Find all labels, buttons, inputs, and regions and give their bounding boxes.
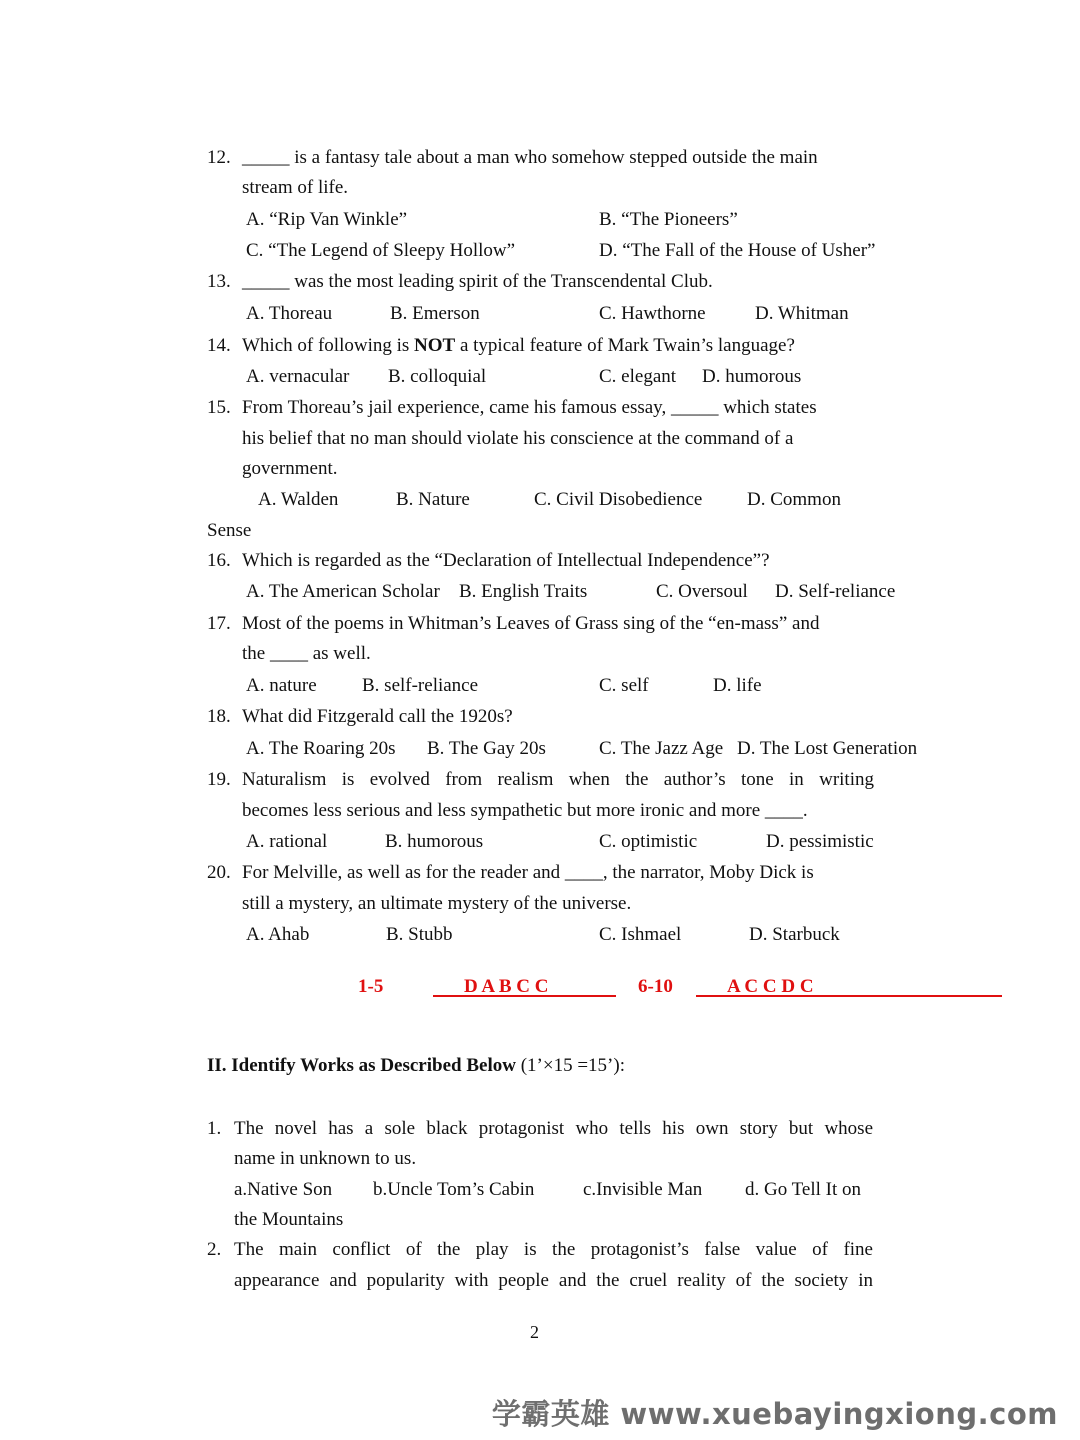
- question-stem: Most of the poems in Whitman’s Leaves of Grass sing of the “en-mass” and: [242, 613, 820, 634]
- item-stem: The main conflict of the play is the protagonist’s false value of fine: [234, 1239, 873, 1260]
- option-b: B. Stubb: [386, 924, 453, 945]
- question-stem: Naturalism is evolved from realism when the author’s tone in writing: [242, 769, 874, 790]
- option-c: C. Hawthorne: [599, 303, 706, 324]
- answer-key-label: 1-5: [358, 976, 384, 997]
- option-b: B. The Gay 20s: [427, 738, 546, 759]
- option-d-overflow: the Mountains: [234, 1209, 344, 1230]
- item-stem: name in unknown to us.: [234, 1148, 417, 1169]
- answer-key-value: A C C D C: [727, 976, 814, 997]
- option-b: B. humorous: [385, 831, 484, 852]
- option-b: B. Emerson: [390, 303, 480, 324]
- question-number: 12.: [207, 147, 231, 168]
- option-a: A. nature: [246, 675, 317, 696]
- section-heading: II. Identify Works as Described Below (1’×15 =15’):: [207, 1055, 625, 1076]
- option-c: c.Invisible Man: [583, 1179, 703, 1200]
- question-stem: becomes less serious and less sympathetic but more ironic and more ____.: [242, 800, 808, 821]
- option-a: A. Thoreau: [246, 303, 333, 324]
- answer-key-blank: [433, 975, 616, 997]
- question-stem: What did Fitzgerald call the 1920s?: [242, 706, 513, 727]
- question-stem: still a mystery, an ultimate mystery of the universe.: [242, 893, 632, 914]
- option-c: C. optimistic: [599, 831, 698, 852]
- answer-key-value: D A B C C: [464, 976, 549, 997]
- option-d: D. pessimistic: [766, 831, 874, 852]
- option-c: C. “The Legend of Sleepy Hollow”: [246, 240, 516, 261]
- question-stem: government.: [242, 458, 338, 479]
- question-stem: For Melville, as well as for the reader and ____, the narrator, Moby Dick is: [242, 862, 814, 883]
- item-number: 1.: [207, 1118, 222, 1139]
- option-a: A. Ahab: [246, 924, 310, 945]
- option-a: A. rational: [246, 831, 328, 852]
- option-d: D. life: [713, 675, 762, 696]
- question-stem: _____ was the most leading spirit of the Transcendental Club.: [242, 271, 713, 292]
- item-stem: The novel has a sole black protagonist who tells his own story but whose: [234, 1118, 873, 1139]
- question-stem: Which is regarded as the “Declaration of Intellectual Independence”?: [242, 550, 770, 571]
- option-b: B. “The Pioneers”: [599, 209, 738, 230]
- option-d: D. Common: [747, 489, 841, 510]
- option-b: B. colloquial: [388, 366, 487, 387]
- option-d: D. Starbuck: [749, 924, 840, 945]
- item-number: 2.: [207, 1239, 222, 1260]
- question-number: 13.: [207, 271, 231, 292]
- page-number: 2: [530, 1322, 539, 1342]
- question-number: 16.: [207, 550, 231, 571]
- option-c: C. Civil Disobedience: [534, 489, 703, 510]
- question-stem: Which of following is NOT a typical feature of Mark Twain’s language?: [242, 335, 795, 356]
- option-a: A. The American Scholar: [246, 581, 440, 602]
- answer-key-blank: [696, 975, 1002, 997]
- question-number: 14.: [207, 335, 231, 356]
- option-c: C. self: [599, 675, 649, 696]
- option-a: A. The Roaring 20s: [246, 738, 396, 759]
- question-number: 17.: [207, 613, 231, 634]
- item-stem: appearance and popularity with people and the cruel reality of the society in: [234, 1270, 873, 1291]
- option-c: C. The Jazz Age: [599, 738, 724, 759]
- question-number: 20.: [207, 862, 231, 883]
- option-d: D. “The Fall of the House of Usher”: [599, 240, 876, 261]
- option-c: C. elegant: [599, 366, 677, 387]
- question-number: 19.: [207, 769, 231, 790]
- option-c: C. Oversoul: [656, 581, 748, 602]
- option-d: d. Go Tell It on: [745, 1179, 862, 1200]
- question-stem: _____ is a fantasy tale about a man who somehow stepped outside the main: [242, 147, 818, 168]
- option-a: A. vernacular: [246, 366, 350, 387]
- watermark: 学霸英雄 www.xuebayingxiong.com: [491, 1397, 1058, 1431]
- question-stem: From Thoreau’s jail experience, came his famous essay, _____ which states: [242, 397, 817, 418]
- option-d: D. The Lost Generation: [737, 738, 918, 759]
- option-b: B. Nature: [396, 489, 470, 510]
- option-b: b.Uncle Tom’s Cabin: [373, 1179, 535, 1200]
- option-d: D. Self-reliance: [775, 581, 896, 602]
- option-a: a.Native Son: [234, 1179, 333, 1200]
- option-b: B. self-reliance: [362, 675, 479, 696]
- answer-key-label: 6-10: [638, 976, 673, 997]
- question-stem: stream of life.: [242, 177, 349, 198]
- option-b: B. English Traits: [459, 581, 588, 602]
- question-stem: his belief that no man should violate his conscience at the command of a: [242, 428, 794, 449]
- option-d: D. Whitman: [755, 303, 849, 324]
- option-d: D. humorous: [702, 366, 802, 387]
- question-stem: the ____ as well.: [242, 643, 371, 664]
- option-a: A. “Rip Van Winkle”: [246, 209, 408, 230]
- option-a: A. Walden: [258, 489, 339, 510]
- option-c: C. Ishmael: [599, 924, 682, 945]
- option-d-overflow: Sense: [207, 520, 252, 541]
- question-number: 15.: [207, 397, 231, 418]
- question-number: 18.: [207, 706, 231, 727]
